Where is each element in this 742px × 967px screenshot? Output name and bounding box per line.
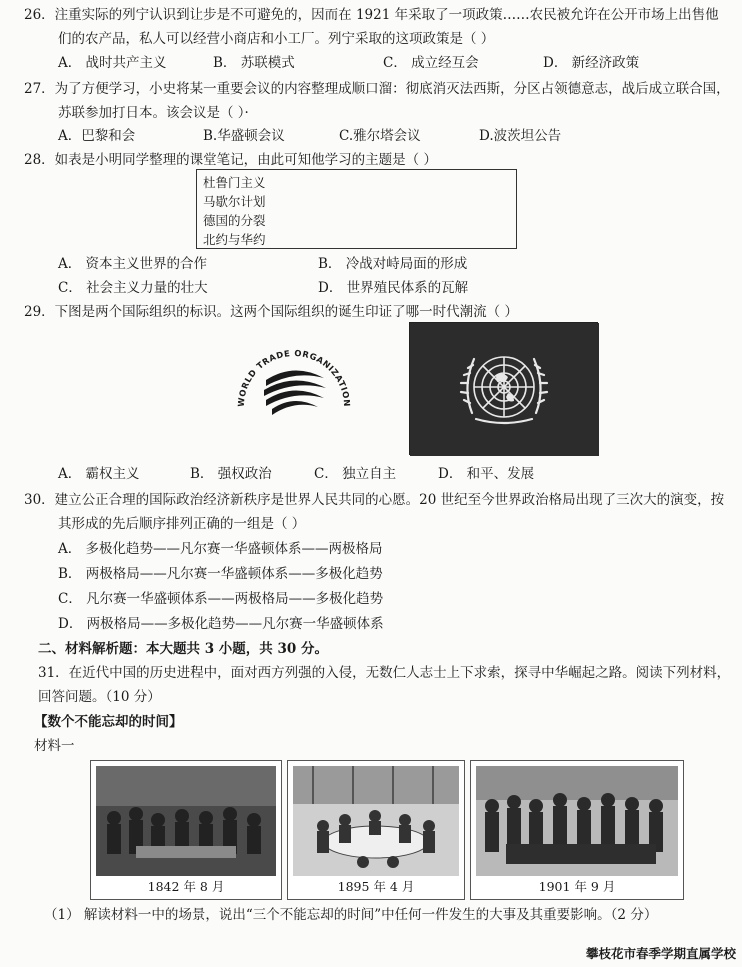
q30-option-c[interactable]: C． 凡尔赛一华盛顿体系——两极格局——多极化趋势 — [58, 591, 384, 607]
q29-option-d[interactable]: D． 和平、发展 — [438, 466, 535, 482]
svg-text:WORLD TRADE ORGANIZATION — [236, 348, 352, 407]
q26-options — [58, 54, 722, 72]
photo-1895-caption: 1895 年 4 月 — [337, 879, 415, 894]
q27-stem-line1: 27．为了方便学习，小史将某一重要会议的内容整理成顺口溜：彻底消灭法西斯，分区占领德意志，战后成立联合国， — [24, 81, 730, 97]
q29-option-c[interactable]: C． 独立自主 — [314, 466, 397, 482]
q28-option-a[interactable]: A． 资本主义世界的合作 — [58, 256, 208, 272]
q29-option-b[interactable]: B． 强权政治 — [190, 466, 272, 482]
q29-stem: 29．下图是两个国际组织的标识。这两个国际组织的诞生印证了哪一时代潮流（ ） — [24, 304, 518, 320]
q26-option-d[interactable]: D． 新经济政策 — [543, 55, 640, 71]
section2-heading: 二、材料解析题：本大题共 3 小题，共 30 分。 — [38, 641, 328, 657]
photo-1901-image — [476, 766, 678, 876]
page-footer: 攀枝花市春季学期直属学校 — [585, 946, 736, 961]
photo-1842 — [90, 760, 282, 900]
q27-option-c[interactable]: C.雅尔塔会议 — [339, 128, 421, 144]
q28-note-item: 北约与华约 — [203, 232, 266, 247]
q30-option-b[interactable]: B． 两极格局——凡尔赛一华盛顿体系——多极化趋势 — [58, 566, 383, 582]
un-flag-image — [409, 322, 598, 455]
q26-stem-line2: 们的农产品，私人可以经营小商店和小工厂。列宁采取的这项政策是（ ） — [58, 31, 495, 47]
q28-option-d[interactable]: D． 世界殖民体系的瓦解 — [318, 280, 469, 296]
q28-note-item: 杜鲁门主义 — [203, 175, 266, 190]
q27-option-d[interactable]: D.波茨坦公告 — [479, 128, 562, 144]
q31-stem-line1: 31．在近代中国的历史进程中，面对西方列强的入侵，无数仁人志士上下求索，探寻中华崛起之路。阅读下列材料， — [38, 665, 731, 681]
photo-1901 — [470, 760, 684, 900]
q26-option-c[interactable]: C． 成立经互会 — [383, 55, 479, 71]
q27-options — [58, 127, 722, 145]
q30-option-a[interactable]: A． 多极化趋势——凡尔赛一华盛顿体系——两极格局 — [58, 541, 383, 557]
q30-option-d[interactable]: D． 两极格局——多极化趋势——凡尔赛一华盛顿体系 — [58, 616, 384, 632]
q26-stem-line1: 26．注重实际的列宁认识到让步是不可避免的，因而在 1921 年采取了一项政策……农民被允许在公开市场上出售他 — [24, 7, 719, 23]
wto-logo-text: WORLD TRADE ORGANIZATION — [235, 347, 353, 408]
photo-1895-image — [293, 766, 459, 876]
q27-stem-line2: 苏联参加打日本。该会议是（ ）· — [58, 105, 249, 121]
photo-1842-caption: 1842 年 8 月 — [147, 879, 225, 894]
q28-options-row2 — [58, 279, 722, 297]
q26-option-a[interactable]: A． 战时共产主义 — [58, 55, 167, 71]
q27-option-a[interactable]: A．巴黎和会 — [58, 128, 136, 144]
q28-options-row1 — [58, 255, 722, 273]
q31-material-label: 材料一 — [34, 738, 75, 754]
q28-option-b[interactable]: B． 冷战对峙局面的形成 — [318, 256, 468, 272]
q26-option-b[interactable]: B． 苏联模式 — [213, 55, 295, 71]
q28-note-item: 马歇尔计划 — [203, 194, 266, 209]
photo-1895 — [287, 760, 465, 900]
q29-options — [58, 465, 722, 483]
q27-option-b[interactable]: B.华盛顿会议 — [203, 128, 285, 144]
wto-emblem-icon — [264, 370, 326, 415]
photo-1842-image — [96, 766, 276, 876]
q28-stem: 28．如表是小明同学整理的课堂笔记，由此可知他学习的主题是（ ） — [24, 152, 437, 168]
q31-stem-line2: 回答问题。（10 分） — [38, 689, 161, 705]
q28-notes-box — [196, 169, 517, 249]
wto-logo — [232, 336, 356, 424]
un-emblem-icon — [410, 323, 599, 456]
q30-stem-line2: 其形成的先后顺序排列正确的一组是（ ） — [58, 516, 306, 532]
q28-note-item: 德国的分裂 — [203, 213, 266, 228]
q31-subquestion-1: （1） 解读材料一中的场景，说出“三个不能忘却的时间”中任何一件发生的大事及其重要影响。（2 分） — [44, 907, 658, 923]
q31-subtitle: 【数个不能忘却的时间】 — [34, 714, 183, 730]
q30-stem-line1: 30．建立公正合理的国际政治经济新秩序是世界人民共同的心愿。20 世纪至今世界政治格局出现了三次大的演变，按 — [24, 492, 725, 508]
photo-1901-caption: 1901 年 9 月 — [538, 879, 616, 894]
q28-option-c[interactable]: C． 社会主义力量的壮大 — [58, 280, 208, 296]
q29-option-a[interactable]: A． 霸权主义 — [58, 466, 140, 482]
